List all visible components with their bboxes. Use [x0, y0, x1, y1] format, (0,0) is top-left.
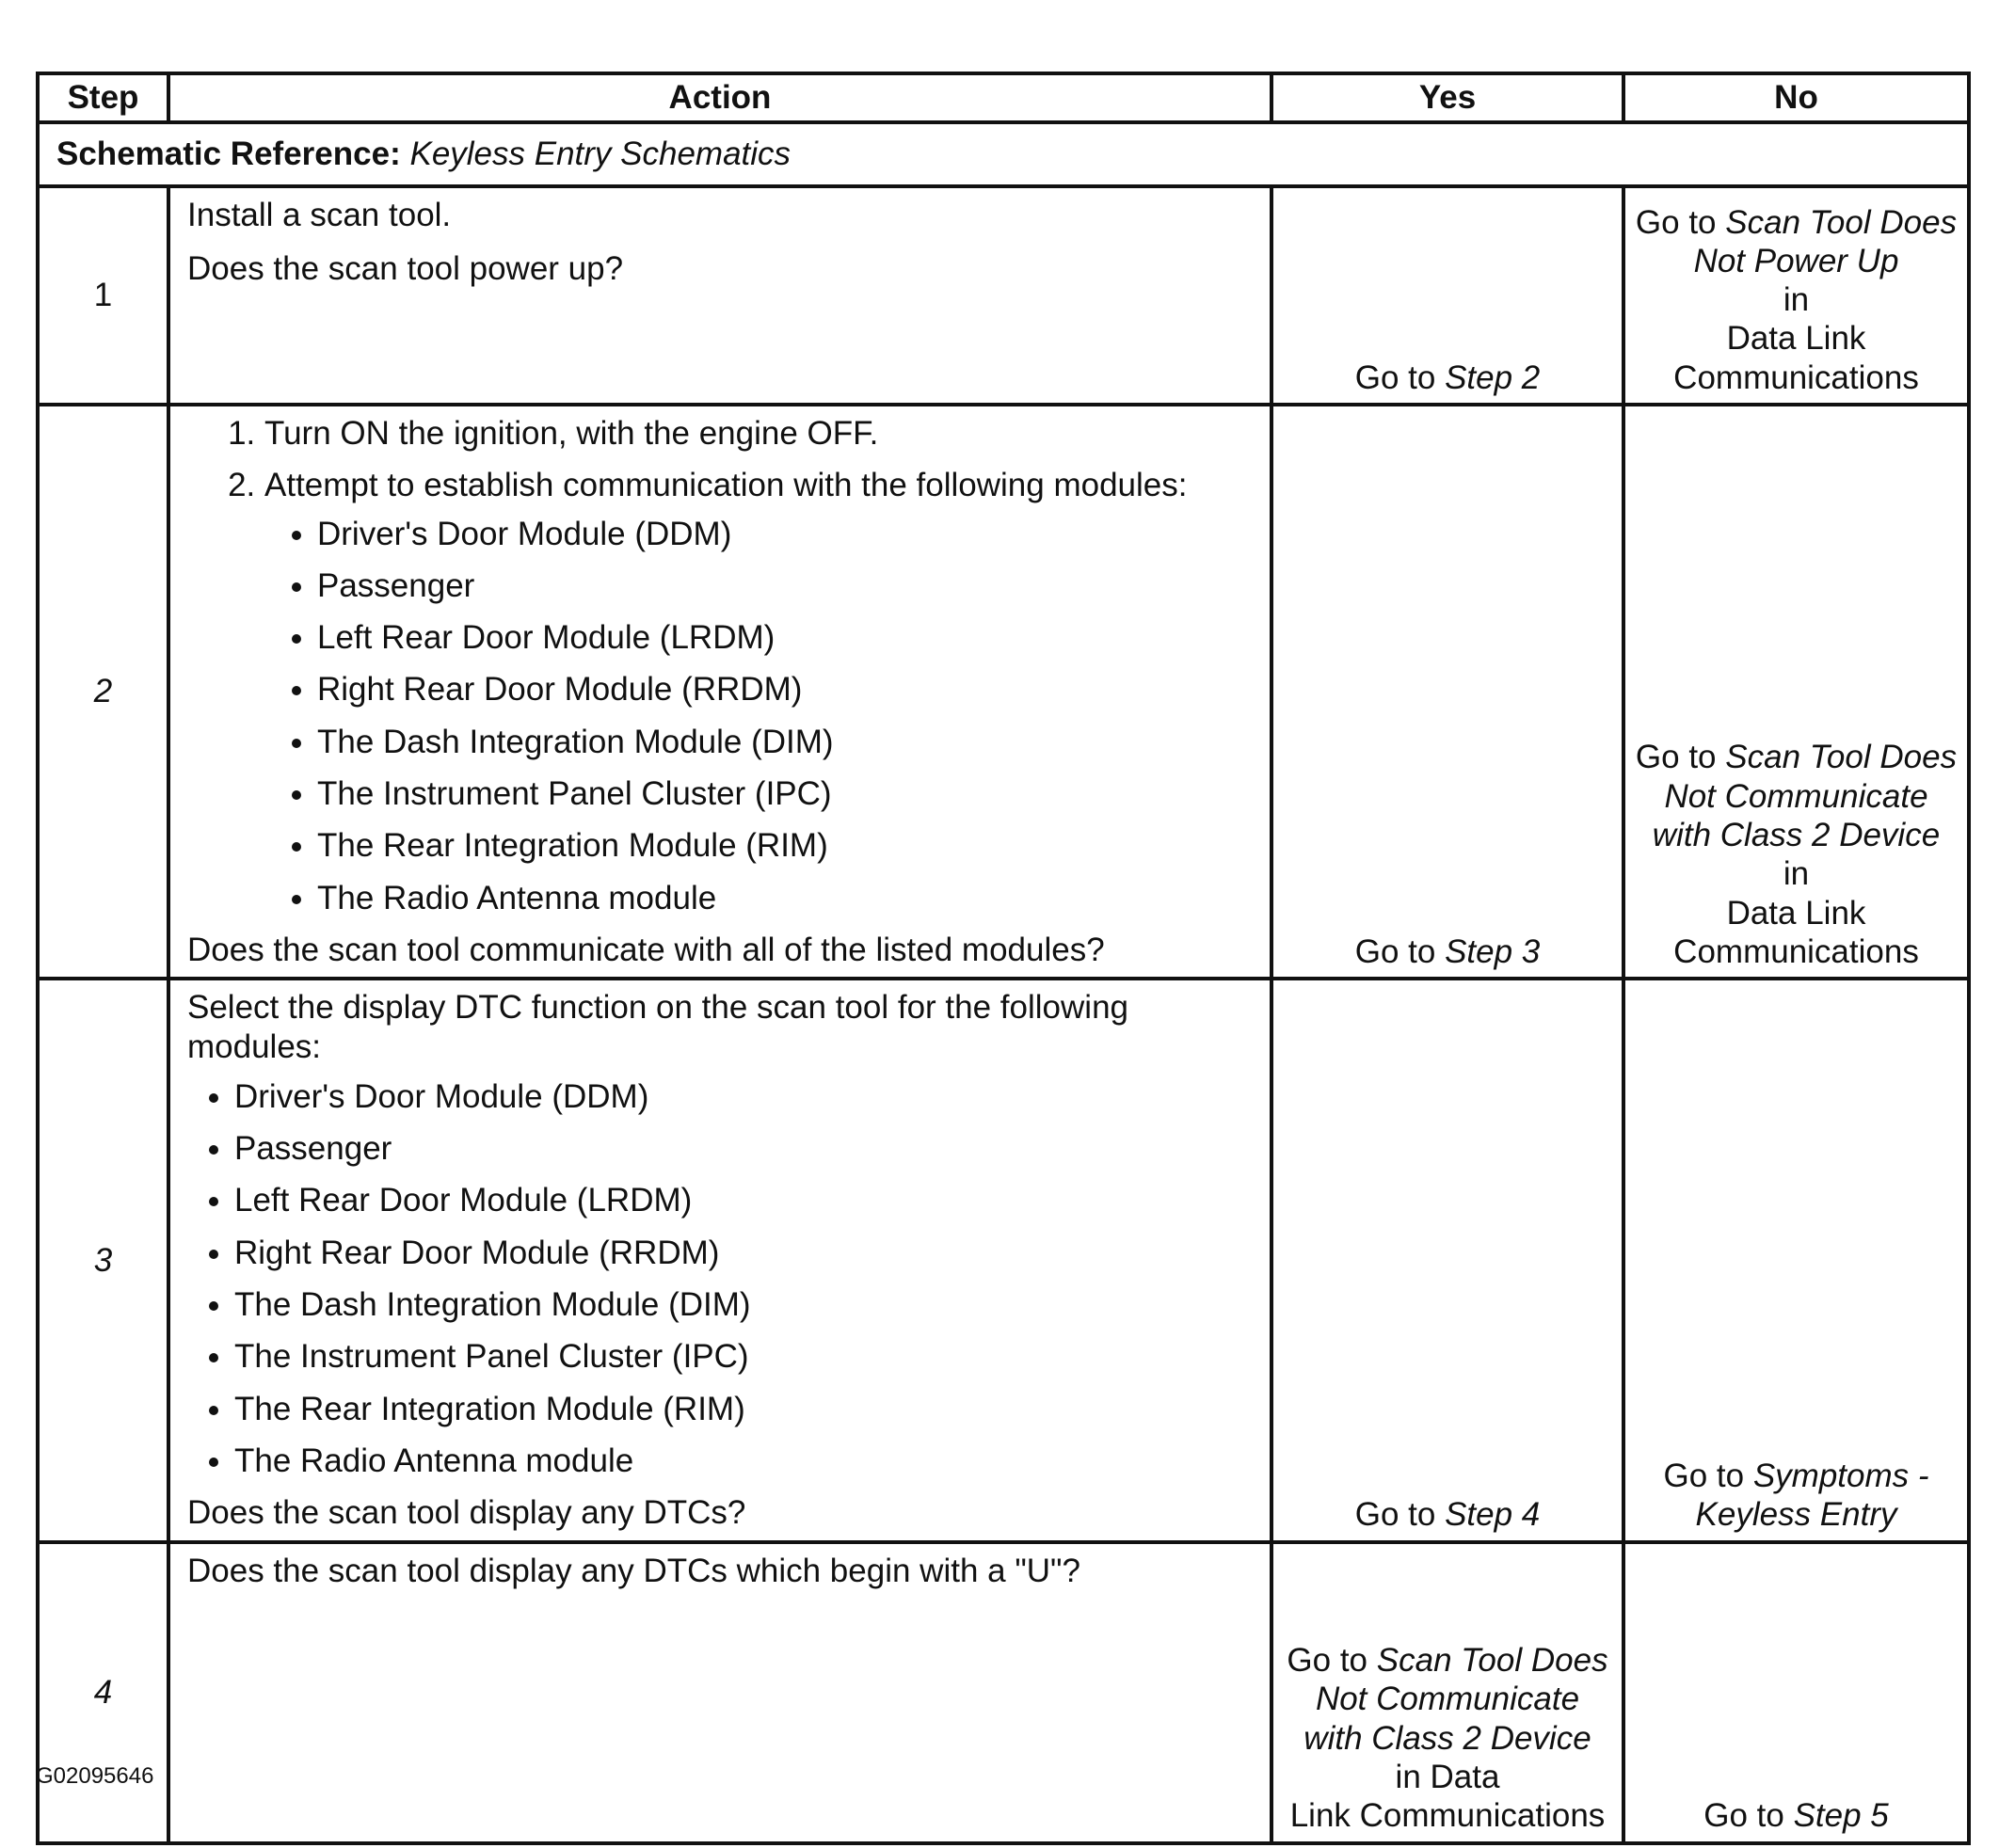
schematic-reference-row: [38, 122, 1969, 186]
list-item: • Driver's Door Module (DDM): [234, 1077, 1253, 1116]
yes-mid: in Data: [1395, 1758, 1500, 1795]
list-item: • Driver's Door Module (DDM): [317, 515, 1253, 553]
diagnostic-table: [36, 72, 1971, 1845]
list-item: • Left Rear Door Module (LRDM): [234, 1181, 1253, 1219]
action-cell: [168, 186, 1271, 405]
table-row: [38, 186, 1969, 405]
action-question: Does the scan tool display any DTCs?: [187, 1494, 746, 1532]
list-item: • Right Rear Door Module (RRDM): [234, 1234, 1253, 1272]
yes-section: Link Communications: [1289, 1797, 1606, 1835]
yes-cell: [1271, 186, 1623, 405]
list-item: • The Dash Integration Module (DIM): [234, 1285, 1253, 1324]
no-prefix: Go to: [1635, 739, 1717, 776]
yes-cell: [1271, 1542, 1623, 1843]
header-step: Step: [38, 73, 168, 122]
action-intro: Select the display DTC function on the scan tool for the following modules:: [187, 989, 1128, 1065]
no-link[interactable]: Scan Tool Does Not Power Up: [1693, 203, 1958, 279]
list-item-text: Attempt to establish communication with the following modules:: [264, 467, 1188, 504]
list-item: • Right Rear Door Module (RRDM): [317, 670, 1253, 709]
step-number: 3: [38, 979, 168, 1541]
action-question: Does the scan tool communicate with all of the listed modules?: [187, 931, 1105, 968]
list-item: • The Dash Integration Module (DIM): [317, 723, 1253, 761]
header-yes: Yes: [1271, 73, 1623, 122]
yes-prefix: Go to: [1354, 358, 1436, 396]
table-row: [38, 979, 1969, 1541]
header-action: Action: [168, 73, 1271, 122]
yes-prefix: Go to: [1354, 1496, 1436, 1534]
list-item: • The Rear Integration Module (RIM): [234, 1390, 1253, 1428]
action-text: Install a scan tool.: [187, 197, 452, 233]
numbered-list: [187, 414, 1253, 917]
yes-link[interactable]: Step 2: [1445, 358, 1541, 396]
no-link[interactable]: Step 5: [1793, 1797, 1889, 1835]
list-item: • The Radio Antenna module: [317, 879, 1253, 917]
no-section: Data Link Communications: [1673, 320, 1919, 396]
yes-cell: [1271, 979, 1623, 1541]
list-item: • The Radio Antenna module: [234, 1442, 1253, 1480]
header-row: [38, 73, 1969, 122]
action-cell: [168, 1542, 1271, 1843]
yes-prefix: Go to: [1287, 1642, 1368, 1680]
schematic-reference: [38, 122, 1969, 186]
module-list: [187, 1077, 1253, 1480]
action-cell: [168, 405, 1271, 979]
step-number: 4: [38, 1542, 168, 1843]
no-section: Data Link Communications: [1673, 894, 1919, 970]
yes-cell: [1271, 405, 1623, 979]
yes-link[interactable]: Step 3: [1445, 932, 1541, 970]
no-cell: [1623, 1542, 1969, 1843]
header-no: No: [1623, 73, 1969, 122]
step-number: 2: [38, 405, 168, 979]
no-prefix: Go to: [1635, 203, 1717, 241]
yes-link[interactable]: Step 4: [1445, 1496, 1541, 1534]
list-item: • The Instrument Panel Cluster (IPC): [317, 774, 1253, 813]
list-item: • Left Rear Door Module (LRDM): [317, 618, 1253, 657]
yes-prefix: Go to: [1354, 932, 1436, 970]
action-question: Does the scan tool display any DTCs which begin with a "U"?: [187, 1552, 1080, 1589]
no-link[interactable]: Symptoms - Keyless Entry: [1695, 1457, 1929, 1534]
schematic-reference-label: Schematic Reference:: [56, 135, 401, 173]
no-mid: in: [1783, 281, 1810, 319]
no-cell: [1623, 405, 1969, 979]
no-mid: in: [1783, 855, 1810, 893]
table-row: [38, 405, 1969, 979]
action-question: Does the scan tool power up?: [187, 250, 624, 288]
list-item: • Passenger: [234, 1129, 1253, 1168]
schematic-reference-link[interactable]: Keyless Entry Schematics: [409, 135, 792, 173]
step-number: 1: [38, 186, 168, 405]
no-cell: [1623, 979, 1969, 1541]
list-item: • The Instrument Panel Cluster (IPC): [234, 1337, 1253, 1376]
no-prefix: Go to: [1703, 1797, 1784, 1835]
module-list: [264, 515, 1253, 917]
action-cell: [168, 979, 1271, 1541]
no-link[interactable]: Scan Tool Does Not Communicate with Class 2 Device: [1652, 739, 1958, 854]
list-item: [264, 466, 1253, 917]
list-item: • Passenger: [317, 566, 1253, 605]
no-prefix: Go to: [1663, 1457, 1745, 1494]
list-item: • The Rear Integration Module (RIM): [317, 826, 1253, 865]
no-cell: [1623, 186, 1969, 405]
yes-link[interactable]: Scan Tool Does Not Communicate with Class 2 Device: [1303, 1642, 1608, 1757]
list-item: 1. Turn ON the ignition, with the engine OFF.: [264, 414, 1253, 453]
table-row: [38, 1542, 1969, 1843]
figure-code: G02095646: [36, 1763, 154, 1789]
